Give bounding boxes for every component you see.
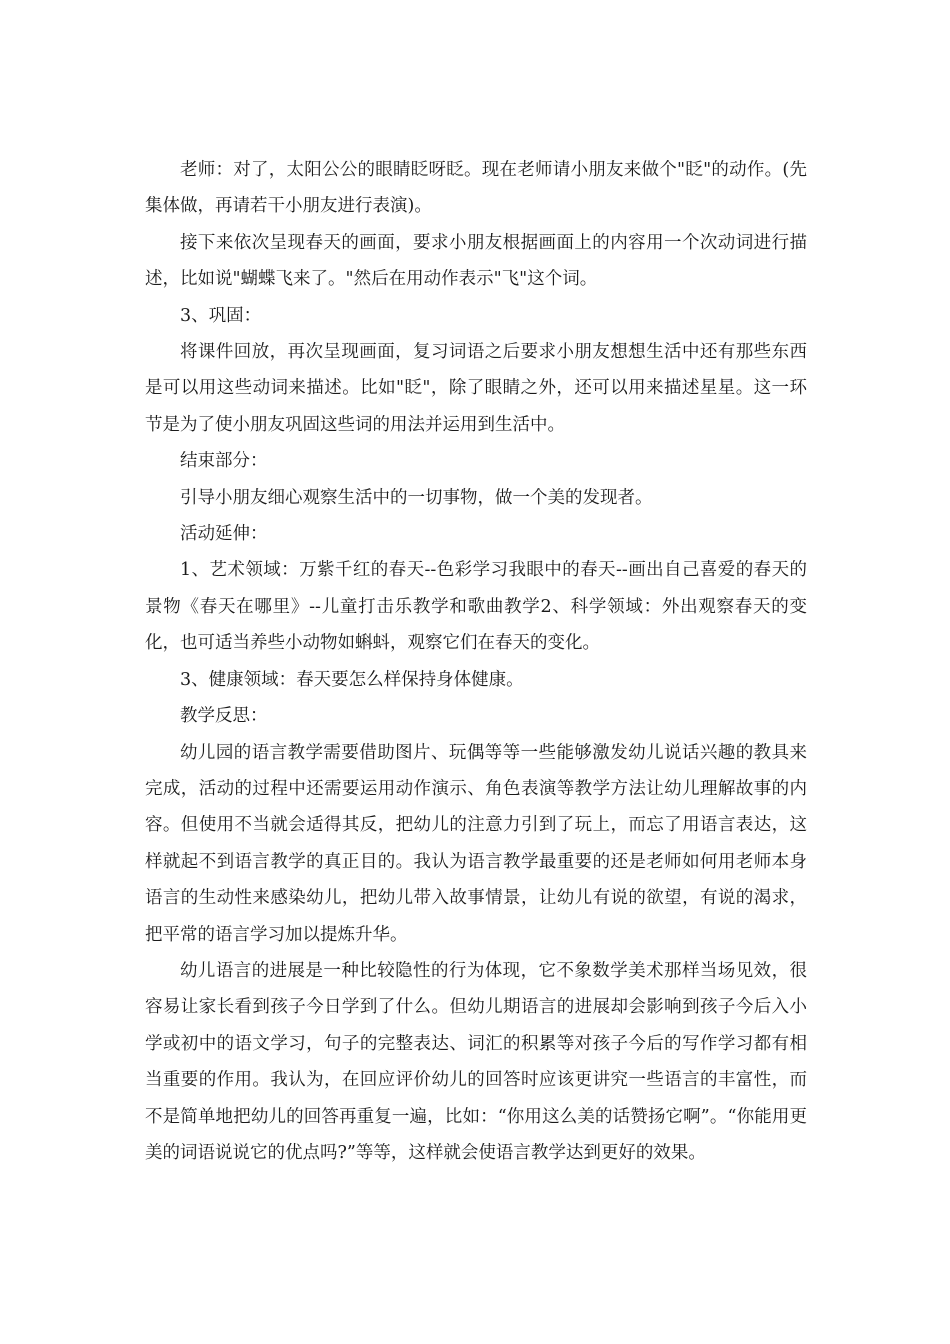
paragraph-ending: 引导小朋友细心观察生活中的一切事物，做一个美的发现者。 [180,487,653,508]
paragraph-reflection-1: 幼儿园的语言教学需要借助图片、玩偶等等一些能够激发幼儿说话兴趣的教具来完成，活动的过程中还需要运用动作演示、角色表演等教学方法让幼儿理解故事的内容。但使用不当就会适得其反，把幼儿的注意力引到了玩上，而忘了用语言表达，这样就起不到语言教学的真正目的。我认为语言教学最重要的还是老师如何用老师本身语言的生动性来感染幼儿，把幼儿带入故事情景，让幼儿有说的欲望，有说的渴求，把平常的语言学习加以提炼升华。 [145,742,807,945]
heading-extension: 活动延伸： [180,524,268,545]
paragraph-health: 3、健康领域：春天要怎么样保持身体健康。 [180,669,524,690]
heading-ending: 结束部分： [180,451,268,472]
paragraph-art-science: 1、艺术领域：万紫千红的春天--色彩学习我眼中的春天--画出自己喜爱的春天的景物《春天在哪里》--儿童打击乐教学和歌曲教学2、科学领域：外出观察春天的变化，也可适当养些小动物如蝌蚪，观察它们在春天的变化。 [145,560,807,654]
heading-reflection: 教学反思： [180,706,268,727]
document-body [145,152,807,1171]
paragraph-spring-pictures: 接下来依次呈现春天的画面，要求小朋友根据画面上的内容用一个次动词进行描述，比如说"蝴蝶飞来了。"然后在用动作表示"飞"这个词。 [145,232,807,290]
paragraph-review: 将课件回放，再次呈现画面，复习词语之后要求小朋友想想生活中还有那些东西是可以用这些动词来描述。比如"眨"，除了眼睛之外，还可以用来描述星星。这一环节是为了使小朋友巩固这些词的用法并运用到生活中。 [145,342,807,435]
paragraph-reflection-2: 幼儿语言的进展是一种比较隐性的行为体现，它不象数学美术那样当场见效，很容易让家长看到孩子今日学到了什么。但幼儿期语言的进展却会影响到孩子今后入小学或初中的语文学习，句子的完整表达、词汇的积累等对孩子今后的写作学习都有相当重要的作用。我认为，在回应评价幼儿的回答时应该更讲究一些语言的丰富性，而不是简单地把幼儿的回答再重复一遍，比如：“你用这么美的话赞扬它啊”。“你能用更美的词语说说它的优点吗?”等等，这样就会使语言教学达到更好的效果。 [145,960,807,1163]
paragraph-teacher-blink: 老师：对了，太阳公公的眼睛眨呀眨。现在老师请小朋友来做个"眨"的动作。(先集体做，再请若干小朋友进行表演)。 [145,160,807,217]
heading-consolidate: 3、巩固： [180,305,262,326]
